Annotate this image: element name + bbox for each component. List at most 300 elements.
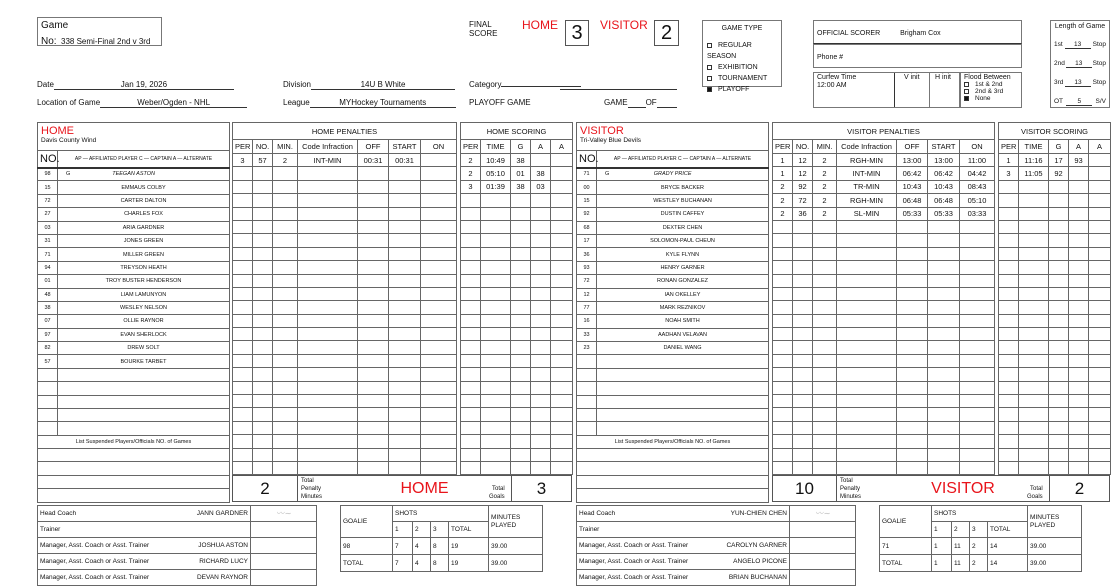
penalty-cell — [233, 261, 253, 274]
checkbox-icon — [964, 96, 969, 101]
scoring-cell: 11:05 — [1019, 167, 1049, 180]
scoring-cell — [461, 301, 481, 314]
player-name: CARTER DALTON — [58, 194, 230, 207]
table-row — [38, 301, 230, 314]
scoring-cell — [1069, 301, 1089, 314]
scoring-cell — [1089, 461, 1111, 474]
penalty-cell — [837, 328, 897, 341]
penalty-cell — [813, 368, 837, 381]
final-home-score: 3 — [565, 20, 589, 46]
player-number: 92 — [577, 208, 597, 221]
table-cell: 3 — [431, 522, 449, 538]
staff-role: Manager, Asst. Coach or Asst. Trainer — [579, 558, 689, 565]
penalty-cell — [928, 435, 960, 448]
visitor-staff — [576, 505, 856, 586]
scoring-cell: 93 — [1069, 154, 1089, 167]
player-name: AADHAN VELAVAN — [597, 328, 769, 341]
scoring-cell: 01:39 — [481, 180, 511, 193]
table-row — [773, 314, 995, 327]
table-row — [773, 123, 995, 140]
scoring-cell — [531, 194, 551, 207]
player-number — [38, 382, 58, 395]
penalty-cell — [253, 314, 273, 327]
penalty-cell — [389, 220, 421, 233]
staff-signature — [251, 538, 317, 554]
scoring-cell — [1019, 180, 1049, 193]
player-name: BRYCE BACKER — [597, 181, 769, 194]
home-scoring — [460, 122, 573, 475]
table-row — [233, 154, 457, 167]
minutes-header: MINUTES PLAYED — [1028, 506, 1082, 538]
table-row — [999, 247, 1111, 260]
scoring-cell — [999, 435, 1019, 448]
penalty-cell — [273, 220, 298, 233]
column-header: START — [389, 140, 421, 154]
staff-role — [38, 506, 251, 522]
scoring-cell — [551, 381, 573, 394]
penalty-cell — [253, 261, 273, 274]
table-row — [577, 462, 769, 476]
penalty-cell: 08:43 — [960, 180, 995, 193]
penalty-cell — [389, 167, 421, 180]
penalty-cell — [233, 421, 253, 434]
scoring-cell — [531, 247, 551, 260]
scoring-cell: 10:49 — [481, 154, 511, 167]
penalty-cell — [233, 247, 253, 260]
penalty-cell — [960, 381, 995, 394]
scoring-cell — [1089, 220, 1111, 233]
home-total-pim: 2 — [233, 476, 298, 501]
table-cell: 1 — [932, 522, 952, 538]
penalty-cell — [813, 395, 837, 408]
staff-name: JOSHUA ASTON — [198, 542, 248, 549]
scoring-cell — [1069, 314, 1089, 327]
penalty-cell — [897, 220, 928, 233]
penalty-cell — [928, 247, 960, 260]
scoring-cell — [1069, 421, 1089, 434]
label-line: Goals — [489, 494, 505, 500]
penalty-cell — [813, 287, 837, 300]
label-line: Minutes — [301, 494, 323, 500]
penalty-cell — [928, 368, 960, 381]
table-row — [577, 570, 856, 586]
scoring-cell — [461, 435, 481, 448]
penalty-cell — [233, 435, 253, 448]
penalty-cell — [233, 180, 253, 193]
scoring-cell — [531, 421, 551, 434]
scoring-cell — [481, 194, 511, 207]
table-row — [233, 194, 457, 207]
penalty-cell — [421, 448, 457, 461]
official-scorer-box — [813, 20, 1022, 44]
scoring-cell — [511, 274, 531, 287]
signature-image: 〰∼ — [276, 509, 291, 518]
penalty-cell — [928, 408, 960, 421]
period-unit: Stop — [1092, 41, 1106, 48]
table-row — [461, 435, 573, 448]
checkbox-option[interactable] — [707, 73, 777, 84]
penalty-cell — [273, 180, 298, 193]
scoring-cell: 2 — [461, 154, 481, 167]
penalty-cell — [273, 461, 298, 474]
scoring-cell — [551, 408, 573, 421]
playoff-game-label: PLAYOFF GAME — [469, 98, 531, 107]
table-row — [461, 301, 573, 314]
penalty-cell — [837, 354, 897, 367]
penalty-cell — [837, 381, 897, 394]
scoring-cell — [999, 314, 1019, 327]
table-row — [999, 328, 1111, 341]
period-value: 13 — [1066, 60, 1092, 68]
penalty-cell — [298, 220, 358, 233]
penalty-cell — [773, 421, 793, 434]
penalty-cell — [298, 395, 358, 408]
column-header: PER — [773, 140, 793, 154]
scoring-cell: 3 — [461, 180, 481, 193]
penalty-cell — [813, 448, 837, 461]
scoring-cell — [531, 408, 551, 421]
penalty-cell — [421, 247, 457, 260]
scoring-cell — [999, 408, 1019, 421]
table-row — [577, 538, 856, 554]
scoring-cell — [461, 461, 481, 474]
table-row — [999, 314, 1111, 327]
scoring-cell — [1049, 328, 1069, 341]
scoring-cell — [551, 207, 573, 220]
scoring-cell — [481, 234, 511, 247]
penalty-cell — [233, 287, 253, 300]
scoring-cell — [1089, 207, 1111, 220]
player-name: WESLEY NELSON — [58, 301, 230, 314]
penalty-cell — [298, 435, 358, 448]
table-row — [999, 301, 1111, 314]
scoring-cell — [1069, 354, 1089, 367]
table-cell — [577, 123, 769, 151]
table-row — [577, 248, 769, 261]
scoring-cell — [531, 234, 551, 247]
staff-role — [38, 522, 251, 538]
scoring-cell — [481, 354, 511, 367]
scoring-cell — [1089, 274, 1111, 287]
penalty-cell — [793, 287, 813, 300]
penalty-cell: 2 — [773, 180, 793, 193]
penalty-cell — [298, 287, 358, 300]
scoring-cell — [1049, 354, 1069, 367]
scoring-cell — [1019, 435, 1049, 448]
curfew-time: Curfew Time 12:00 AM — [817, 74, 857, 89]
player-name — [58, 422, 230, 435]
scoring-cell — [481, 448, 511, 461]
scoring-cell — [531, 220, 551, 233]
checkbox-icon — [707, 65, 712, 70]
penalty-cell — [960, 274, 995, 287]
player-name: BOURKE TARBET — [58, 355, 230, 368]
table-row — [38, 168, 230, 181]
player-number — [577, 409, 597, 422]
column-header: START — [928, 140, 960, 154]
staff-signature — [251, 570, 317, 586]
column-header: PER — [999, 140, 1019, 154]
scoring-cell — [511, 234, 531, 247]
penalty-cell — [960, 314, 995, 327]
player-name: TREYSON HEATH — [58, 261, 230, 274]
scoring-cell — [511, 261, 531, 274]
scoring-cell — [999, 381, 1019, 394]
scoring-cell — [1049, 408, 1069, 421]
penalty-cell: 12 — [793, 167, 813, 180]
scoring-cell — [1089, 408, 1111, 421]
penalty-cell — [773, 341, 793, 354]
penalty-cell: 05:33 — [928, 207, 960, 220]
penalty-cell: RGH-MIN — [837, 154, 897, 167]
penalty-cell — [897, 435, 928, 448]
scoring-cell — [551, 154, 573, 167]
penalty-cell — [389, 194, 421, 207]
staff-signature — [251, 506, 317, 522]
scoring-cell — [511, 341, 531, 354]
scoring-cell — [1019, 194, 1049, 207]
checkbox-option[interactable] — [707, 40, 777, 62]
checkbox-option[interactable] — [964, 88, 1018, 95]
visitor-totals — [772, 475, 1110, 502]
checkbox-label: 1st & 2nd — [975, 81, 1003, 88]
penalty-cell — [389, 287, 421, 300]
penalty-cell — [773, 354, 793, 367]
penalty-cell — [233, 341, 253, 354]
scoring-cell — [1019, 408, 1049, 421]
period-length — [1054, 98, 1106, 106]
column-header: ON — [421, 140, 457, 154]
scoring-cell — [1049, 314, 1069, 327]
table-row — [773, 421, 995, 434]
table-row — [461, 287, 573, 300]
scoring-cell — [461, 234, 481, 247]
checkbox-option[interactable] — [964, 95, 1018, 102]
table-row — [461, 408, 573, 421]
checkbox-icon — [707, 43, 712, 48]
scoring-cell — [511, 368, 531, 381]
scoring-cell — [551, 314, 573, 327]
goalie-cell: 11 — [952, 555, 970, 572]
table-row — [999, 274, 1111, 287]
table-row — [577, 448, 769, 462]
table-cell — [577, 448, 769, 462]
penalty-cell — [358, 180, 389, 193]
penalty-cell — [928, 341, 960, 354]
penalty-cell — [897, 395, 928, 408]
table-cell — [577, 489, 769, 503]
penalty-cell — [358, 314, 389, 327]
penalty-cell — [253, 448, 273, 461]
scoring-cell — [481, 461, 511, 474]
penalty-cell — [421, 408, 457, 421]
scoring-cell — [999, 247, 1019, 260]
player-name: HENRY GARNER — [597, 261, 769, 274]
staff-role: Head Coach — [40, 510, 77, 517]
penalties-title: VISITOR PENALTIES — [773, 123, 995, 140]
scoring-cell — [1019, 421, 1049, 434]
table-row — [38, 435, 230, 448]
table-row — [38, 288, 230, 301]
period-length — [1054, 60, 1106, 68]
goalie-cell: 14 — [988, 555, 1028, 572]
penalty-cell — [773, 301, 793, 314]
penalty-cell — [358, 274, 389, 287]
scoring-cell: 38 — [511, 154, 531, 167]
goalie-cell: 71 — [880, 538, 932, 555]
table-row — [233, 368, 457, 381]
penalty-cell: 2 — [813, 180, 837, 193]
home-goalie-stats — [340, 505, 543, 572]
penalty-cell — [837, 247, 897, 260]
period-unit: S/V — [1095, 98, 1106, 105]
scoring-cell — [481, 341, 511, 354]
table-row — [233, 448, 457, 461]
scoring-cell — [1049, 234, 1069, 247]
penalty-cell — [793, 408, 813, 421]
scoring-cell — [551, 421, 573, 434]
scoring-cell — [1089, 261, 1111, 274]
penalty-cell — [773, 247, 793, 260]
player-number: 97 — [38, 328, 58, 341]
total-pim-label — [301, 477, 322, 501]
column-header: OFF — [358, 140, 389, 154]
penalty-cell — [421, 395, 457, 408]
penalty-cell: 2 — [813, 194, 837, 207]
table-row — [233, 461, 457, 474]
scoring-cell: 3 — [999, 167, 1019, 180]
scoring-cell — [1019, 301, 1049, 314]
scoring-cell — [1089, 328, 1111, 341]
table-row — [773, 395, 995, 408]
scoring-cell — [511, 220, 531, 233]
staff-role: Manager, Asst. Coach or Asst. Trainer — [579, 574, 689, 581]
table-row — [233, 381, 457, 394]
penalty-cell — [358, 194, 389, 207]
penalty-cell — [358, 247, 389, 260]
staff-name: JANN GARDNER — [196, 510, 248, 517]
table-row — [233, 341, 457, 354]
penalty-cell — [421, 461, 457, 474]
table-row — [999, 180, 1111, 193]
penalty-cell — [233, 234, 253, 247]
penalty-cell — [389, 301, 421, 314]
home-label: HOME — [41, 125, 74, 137]
table-row — [999, 395, 1111, 408]
suspended-label: List Suspended Players/Officials NO. of Games — [38, 435, 230, 448]
legend: AP — AFFILIATED PLAYER C — CAPTAIN A — ALTERNATE — [58, 151, 230, 168]
table-row — [577, 275, 769, 288]
final-visitor-score: 2 — [654, 20, 679, 46]
scoring-cell — [481, 381, 511, 394]
penalty-cell — [793, 328, 813, 341]
scoring-cell — [531, 314, 551, 327]
scoring-cell — [511, 301, 531, 314]
table-row — [577, 506, 856, 522]
scoring-cell — [511, 421, 531, 434]
player-name: TROY BUSTER HENDERSON — [58, 275, 230, 288]
penalty-cell — [298, 274, 358, 287]
player-name — [58, 395, 230, 408]
table-row — [461, 261, 573, 274]
scoring-cell — [1049, 247, 1069, 260]
penalty-cell — [928, 461, 960, 474]
table-row — [233, 395, 457, 408]
label-line: Penalty — [301, 486, 322, 492]
table-row — [999, 154, 1111, 167]
column-header: NO. — [793, 140, 813, 154]
penalty-cell: 06:42 — [928, 167, 960, 180]
table-cell — [38, 462, 230, 476]
table-row — [577, 194, 769, 207]
checkbox-option[interactable] — [707, 62, 777, 73]
game-no-label: No: — [41, 36, 57, 47]
penalty-cell — [793, 274, 813, 287]
penalty-cell — [233, 408, 253, 421]
table-row — [38, 489, 230, 503]
scoring-cell — [1089, 435, 1111, 448]
checkbox-option[interactable] — [707, 84, 777, 95]
player-name: DANIEL WANG — [597, 342, 769, 355]
player-name: ARIA GARDNER — [58, 221, 230, 234]
penalty-cell — [253, 247, 273, 260]
scoring-cell — [1019, 261, 1049, 274]
checkbox-option[interactable] — [964, 81, 1018, 88]
player-number: 15 — [38, 181, 58, 194]
penalty-cell — [897, 341, 928, 354]
table-row — [38, 315, 230, 328]
label-line: Total — [1030, 486, 1043, 492]
penalty-cell — [298, 408, 358, 421]
penalty-cell — [897, 247, 928, 260]
scoring-cell — [1069, 368, 1089, 381]
penalty-cell — [421, 301, 457, 314]
penalty-cell — [837, 461, 897, 474]
table-cell — [577, 475, 769, 489]
penalty-cell — [960, 301, 995, 314]
scoring-cell — [1019, 220, 1049, 233]
scoring-cell — [1049, 461, 1069, 474]
total-pim-label — [840, 477, 861, 501]
table-row — [773, 274, 995, 287]
table-row — [461, 341, 573, 354]
penalty-cell — [837, 368, 897, 381]
player-name — [597, 168, 769, 181]
penalty-cell: 2 — [773, 207, 793, 220]
table-row — [999, 435, 1111, 448]
table-row — [38, 382, 230, 395]
penalty-cell — [928, 220, 960, 233]
penalty-cell — [298, 421, 358, 434]
penalty-cell — [273, 341, 298, 354]
penalty-cell — [773, 234, 793, 247]
player-number: 82 — [38, 342, 58, 355]
scoring-cell — [1089, 167, 1111, 180]
penalty-cell — [793, 247, 813, 260]
table-row — [999, 287, 1111, 300]
penalty-cell — [298, 368, 358, 381]
penalty-cell — [960, 354, 995, 367]
penalty-cell — [773, 408, 793, 421]
player-name — [597, 395, 769, 408]
table-row — [773, 220, 995, 233]
penalty-cell — [233, 354, 253, 367]
table-cell: 2 — [413, 522, 431, 538]
scoring-cell — [999, 448, 1019, 461]
table-row — [233, 140, 457, 154]
home-team-name: Davis County Wind — [41, 137, 97, 144]
penalty-cell — [421, 435, 457, 448]
